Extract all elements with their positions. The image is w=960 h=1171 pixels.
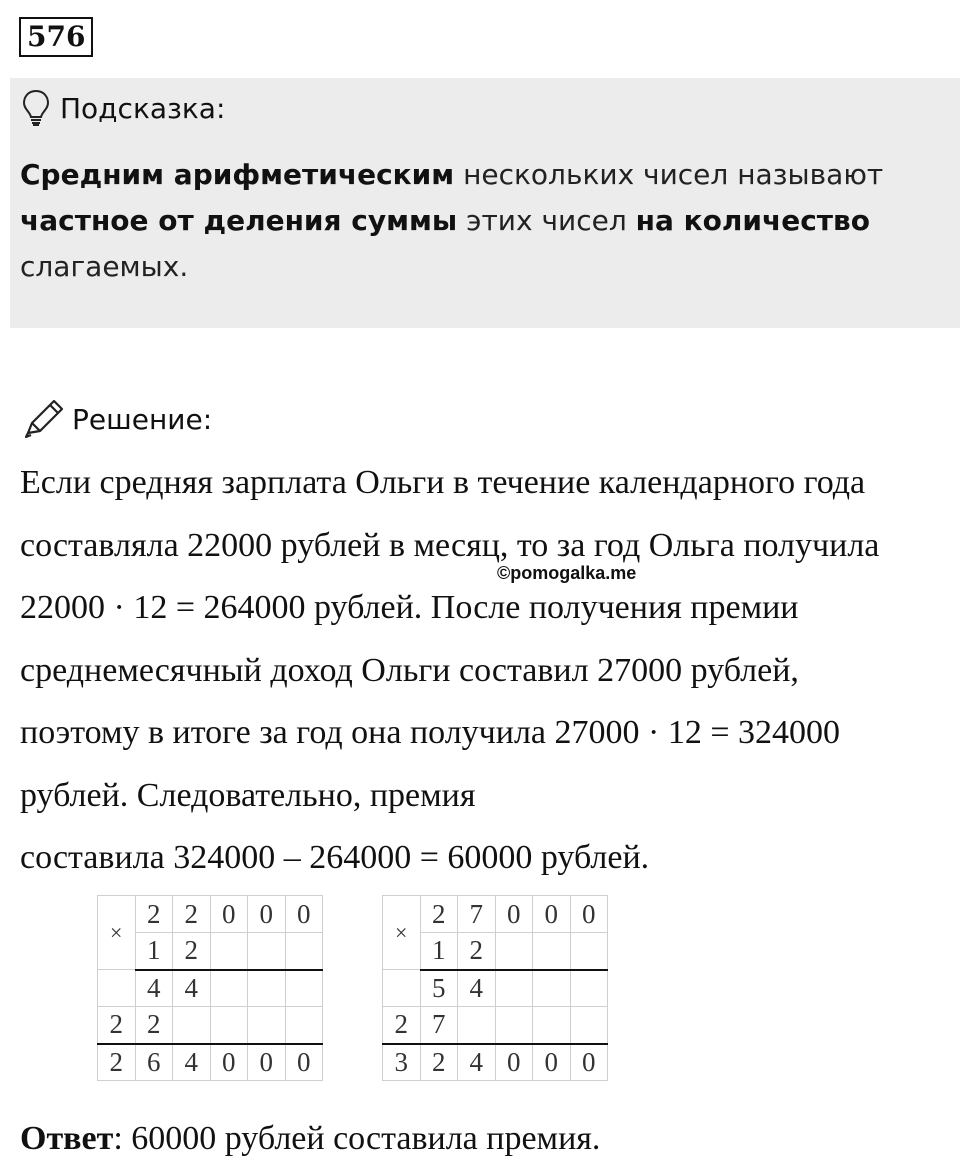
calc-cell: [173, 1007, 211, 1044]
calc-cell: 0: [533, 896, 571, 933]
calc-cell: [285, 933, 323, 970]
calc-cell: [210, 933, 248, 970]
calc-cell: 0: [285, 896, 323, 933]
calc-cell: 2: [420, 896, 458, 933]
calc-cell: 4: [173, 970, 211, 1007]
calc-cell: 0: [495, 896, 533, 933]
calc-cell: 2: [173, 896, 211, 933]
calc-cell: [458, 1007, 496, 1044]
calc-cell: [98, 970, 136, 1007]
solution-header: [22, 398, 212, 440]
calc-cell: [495, 1007, 533, 1044]
calc-cell: 4: [173, 1044, 211, 1081]
calc-cell: ×: [383, 896, 421, 970]
hint-term: на количество: [635, 204, 870, 237]
calc-cell: [570, 1007, 608, 1044]
calc-cell: 7: [458, 896, 496, 933]
calc-cell: 2: [420, 1044, 458, 1081]
calc-cell: 2: [98, 1044, 136, 1081]
calc-cell: [383, 970, 421, 1007]
calc-cell: 3: [383, 1044, 421, 1081]
calc-cell: [248, 970, 286, 1007]
solution-line: среднемесячный доход Ольги составил 27000 рублей,: [20, 651, 799, 689]
calc-cell: 4: [458, 1044, 496, 1081]
calc-cell: 5: [420, 970, 458, 1007]
calc-cell: 0: [570, 896, 608, 933]
calc-cell: [495, 933, 533, 970]
solution-line: Если средняя зарплата Ольги в течение календарного года: [20, 464, 866, 501]
solution-line: составила 324000 – 264000 = 60000 рублей.: [20, 839, 650, 876]
calc-cell: [495, 970, 533, 1007]
calc-cell: [533, 933, 571, 970]
multiplication-table-2: [382, 895, 608, 1081]
calc-cell: 0: [210, 896, 248, 933]
calc-cell: [210, 970, 248, 1007]
calc-cell: 2: [135, 1007, 173, 1044]
calc-cell: 0: [248, 1044, 286, 1081]
hint-term: частное от деления суммы: [20, 204, 458, 237]
hint-text: [20, 152, 920, 290]
hint-text-part: этих чисел: [457, 204, 636, 237]
answer-text: : 60000 рублей составила премия.: [113, 1120, 601, 1157]
hint-header: [22, 88, 225, 128]
solution-text: [20, 452, 955, 890]
watermark: ©pomogalka.me: [497, 563, 637, 583]
hint-text-part: нескольких чисел называют: [454, 158, 884, 191]
calc-cell: [570, 970, 608, 1007]
calc-cell: 2: [98, 1007, 136, 1044]
answer-label: Ответ: [20, 1120, 114, 1157]
calc-cell: [248, 1007, 286, 1044]
calc-cell: 0: [248, 896, 286, 933]
calc-cell: [210, 1007, 248, 1044]
calc-cell: 7: [420, 1007, 458, 1044]
calc-cell: 0: [285, 1044, 323, 1081]
calc-cell: [533, 970, 571, 1007]
answer: [20, 1118, 600, 1160]
pencil-icon: [22, 399, 66, 439]
solution-line: 22000 · 12 = 264000 рублей. После получения премии: [20, 589, 799, 626]
solution-line: составляла 22000 рублей в месяц, то за год Ольга получила: [20, 526, 880, 564]
calc-cell: 1: [135, 933, 173, 970]
calc-cell: 2: [135, 896, 173, 933]
calc-cell: 1: [420, 933, 458, 970]
calc-cell: [285, 1007, 323, 1044]
calc-cell: ×: [98, 896, 136, 970]
calc-cell: 4: [458, 970, 496, 1007]
calc-cell: 0: [495, 1044, 533, 1081]
calc-cell: 6: [135, 1044, 173, 1081]
calc-cell: [533, 1007, 571, 1044]
hint-text-part: слагаемых.: [20, 250, 189, 283]
hint-term: Средним арифметическим: [20, 158, 455, 191]
task-number: 576: [19, 17, 93, 57]
solution-line: рублей. Следовательно, премия: [20, 776, 476, 814]
calc-cell: 0: [210, 1044, 248, 1081]
calc-cell: 4: [135, 970, 173, 1007]
calc-cell: 2: [458, 933, 496, 970]
hint-title: Подсказка:: [60, 91, 226, 125]
multiplication-table-1: [97, 895, 323, 1081]
calc-cell: 0: [533, 1044, 571, 1081]
calc-cell: [570, 933, 608, 970]
solution-line: поэтому в итоге за год она получила 27000 · 12 = 324000: [20, 714, 841, 751]
solution-title: Решение:: [72, 402, 213, 436]
lightbulb-icon: [22, 89, 50, 127]
calc-cell: [248, 933, 286, 970]
calc-cell: [285, 970, 323, 1007]
calc-cell: 2: [173, 933, 211, 970]
calc-cell: 0: [570, 1044, 608, 1081]
calc-cell: 2: [383, 1007, 421, 1044]
